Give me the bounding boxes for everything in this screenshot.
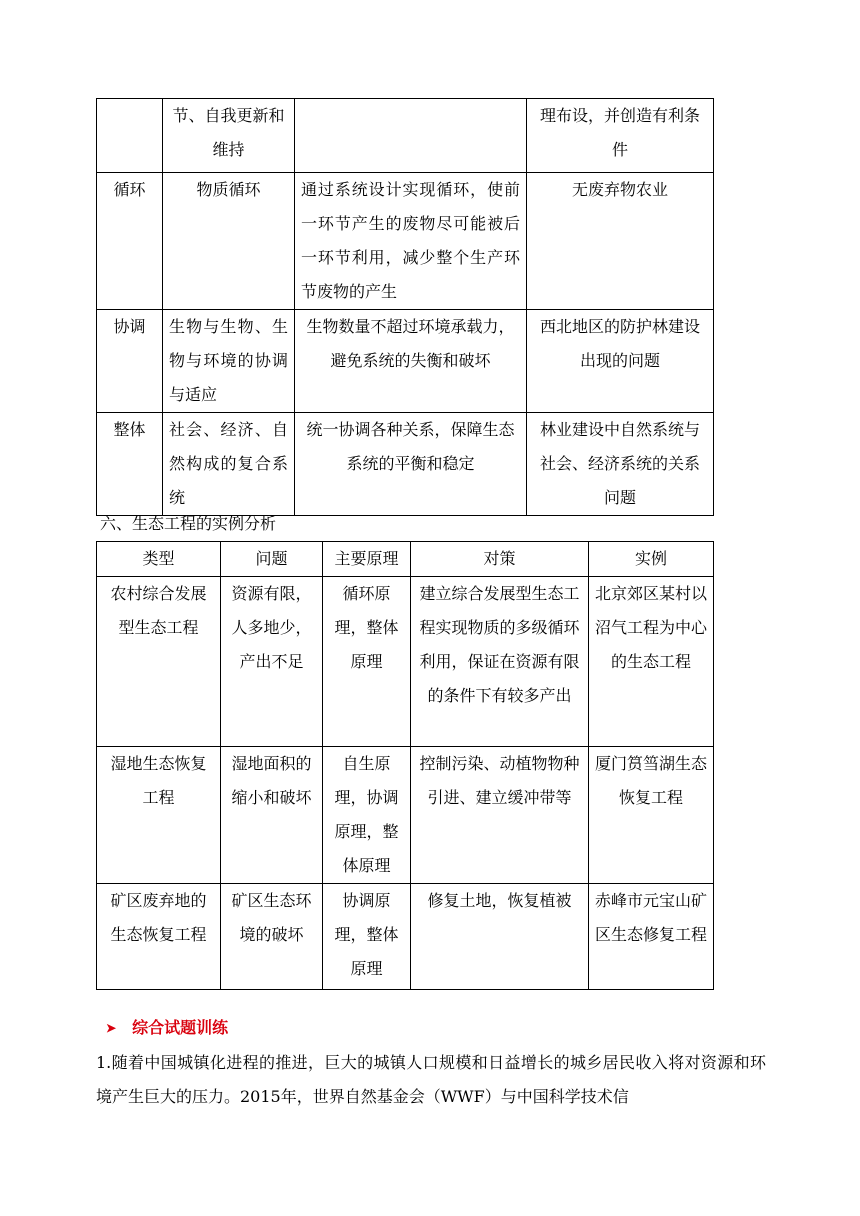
- table-cell: 协调: [97, 310, 163, 413]
- table-row: [97, 413, 714, 516]
- table-cell: 北京郊区某村以沼气工程为中心的生态工程: [589, 577, 714, 747]
- table-cell: 物质循环: [163, 173, 295, 310]
- table-row: [97, 310, 714, 413]
- arrow-bullet-icon: ➤: [106, 1021, 117, 1035]
- table-cell: 社会、经济、自然构成的复合系统: [163, 413, 295, 516]
- table-row: [97, 99, 714, 173]
- ecology-principles-table: [96, 98, 714, 516]
- table-cell: 农村综合发展型生态工程: [97, 577, 221, 747]
- ecological-engineering-examples-table: [96, 541, 714, 990]
- table-cell: 厦门筼筜湖生态恢复工程: [589, 747, 714, 884]
- question-text: 1.随着中国城镇化进程的推进，巨大的城镇人口规模和日益增长的城乡居民收入将对资源和环境产生巨大的压力。2015年，世界自然基金会（WWF）与中国科学技术信: [96, 1053, 766, 1106]
- table-cell: 整体: [97, 413, 163, 516]
- table-cell: 矿区废弃地的生态恢复工程: [97, 884, 221, 990]
- column-header: 对策: [411, 542, 589, 577]
- table-cell: 无废弃物农业: [527, 173, 714, 310]
- table-cell: 通过系统设计实现循环，使前一环节产生的废物尽可能被后一环节利用，减少整个生产环节废物的产生: [295, 173, 527, 310]
- table-cell: 生物数量不超过环境承载力，避免系统的失衡和破坏: [295, 310, 527, 413]
- table-cell: 湿地面积的缩小和破坏: [221, 747, 323, 884]
- table-cell: [295, 99, 527, 173]
- table-cell: 矿区生态环境的破坏: [221, 884, 323, 990]
- table-cell: 循环原理，整体原理: [323, 577, 411, 747]
- column-header: 主要原理: [323, 542, 411, 577]
- table-cell: 西北地区的防护林建设出现的问题: [527, 310, 714, 413]
- table-cell: 理布设，并创造有利条件: [527, 99, 714, 173]
- table-cell: 控制污染、动植物物种引进、建立缓冲带等: [411, 747, 589, 884]
- table-cell: 湿地生态恢复工程: [97, 747, 221, 884]
- table-caption: 六、生态工程的实例分析: [100, 514, 277, 533]
- column-header: 实例: [589, 542, 714, 577]
- section-heading: [106, 1014, 228, 1042]
- table-cell: [97, 99, 163, 173]
- table-cell: 建立综合发展型生态工程实现物质的多级循环利用，保证在资源有限的条件下有较多产出: [411, 577, 589, 747]
- table-cell: 节、自我更新和维持: [163, 99, 295, 173]
- table-cell: 统一协调各种关系，保障生态系统的平衡和稳定: [295, 413, 527, 516]
- table-cell: 生物与生物、生物与环境的协调与适应: [163, 310, 295, 413]
- table-row: [97, 747, 714, 884]
- column-header: 类型: [97, 542, 221, 577]
- column-header: 问题: [221, 542, 323, 577]
- table-cell: 资源有限，人多地少，产出不足: [221, 577, 323, 747]
- table-row: [97, 173, 714, 310]
- table-cell: 协调原理，整体原理: [323, 884, 411, 990]
- table-cell: 循环: [97, 173, 163, 310]
- table-cell: 自生原理，协调原理，整体原理: [323, 747, 411, 884]
- table-row: [97, 577, 714, 747]
- section-title: 综合试题训练: [132, 1018, 229, 1037]
- table-header-row: [97, 542, 714, 577]
- table-cell: 林业建设中自然系统与社会、经济系统的关系问题: [527, 413, 714, 516]
- table-row: [97, 884, 714, 990]
- table-cell: 修复土地，恢复植被: [411, 884, 589, 990]
- table-cell: 赤峰市元宝山矿区生态修复工程: [589, 884, 714, 990]
